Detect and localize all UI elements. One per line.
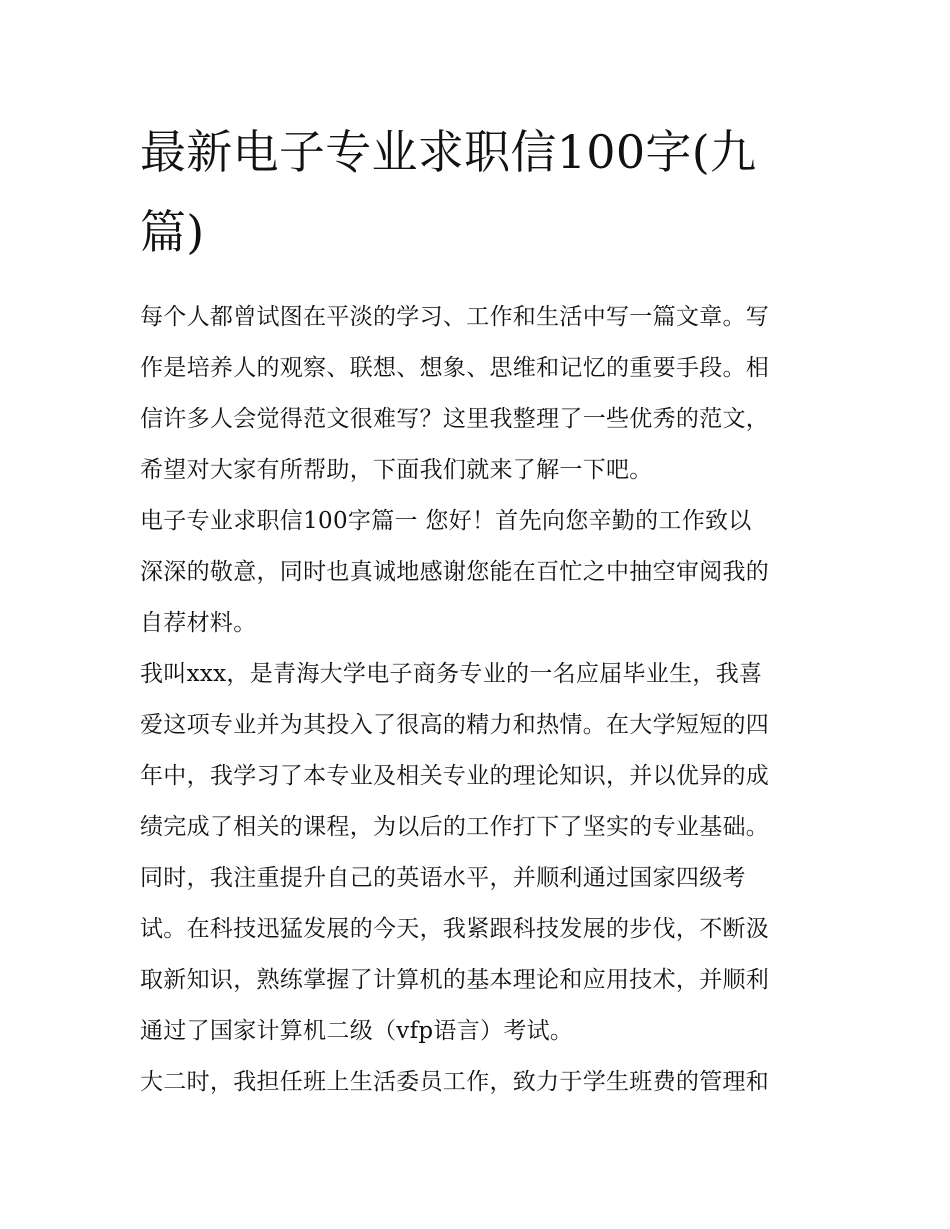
document-title	[140, 112, 812, 272]
text-line: 我叫xxx，是青海大学电子商务专业的一名应届毕业生，我喜	[140, 661, 763, 687]
paragraph-intro	[140, 292, 812, 496]
text-line: 作是培养人的观察、联想、想象、思维和记忆的重要手段。相	[140, 355, 770, 381]
text-line: 年中，我学习了本专业及相关专业的理论知识，并以优异的成	[140, 763, 770, 789]
document-content	[140, 112, 812, 1108]
text-line: 通过了国家计算机二级（vfp语言）考试。	[140, 1018, 574, 1044]
text-line: 信许多人会觉得范文很难写？这里我整理了一些优秀的范文，	[140, 406, 770, 432]
text-line: 取新知识，熟练掌握了计算机的基本理论和应用技术，并顺利	[140, 967, 770, 993]
text-line: 每个人都曾试图在平淡的学习、工作和生活中写一篇文章。写	[140, 304, 770, 330]
text-line: 爱这项专业并为其投入了很高的精力和热情。在大学短短的四	[140, 712, 770, 738]
title-line: 最新电子专业求职信100字(九	[140, 125, 757, 179]
text-line: 同时，我注重提升自己的英语水平，并顺利通过国家四级考	[140, 865, 746, 891]
text-line: 自荐材料。	[140, 610, 257, 636]
paragraph-self-introduction	[140, 649, 812, 1057]
paragraph-class-duties	[140, 1057, 812, 1108]
title-line: 篇)	[140, 205, 205, 259]
text-line: 深深的敬意，同时也真诚地感谢您能在百忙之中抽空审阅我的	[140, 559, 770, 585]
text-line: 电子专业求职信100字篇一 您好！首先向您辛勤的工作致以	[140, 508, 752, 534]
text-line: 希望对大家有所帮助，下面我们就来了解一下吧。	[140, 457, 653, 483]
paragraph-letter-opening	[140, 496, 812, 649]
document-body	[140, 292, 812, 1108]
text-line: 绩完成了相关的课程，为以后的工作打下了坚实的专业基础。	[140, 814, 770, 840]
text-line: 大二时，我担任班上生活委员工作，致力于学生班费的管理和	[140, 1069, 770, 1095]
text-line: 试。在科技迅猛发展的今天，我紧跟科技发展的步伐，不断汲	[140, 916, 770, 942]
